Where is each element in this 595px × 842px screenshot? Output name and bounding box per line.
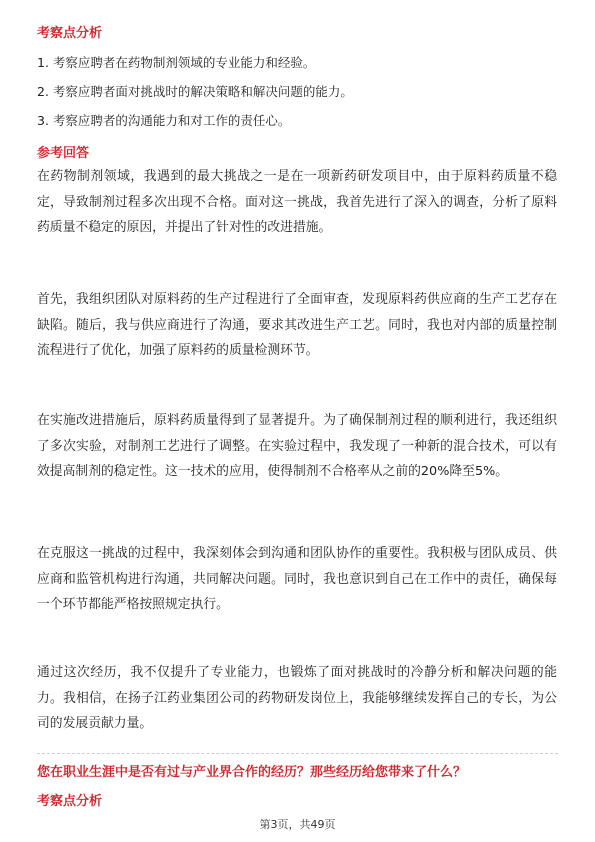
section-divider — [37, 753, 558, 754]
analysis-heading: 考察点分析 — [37, 26, 103, 41]
answer-paragraph-4: 在克服这一挑战的过程中，我深刻体会到沟通和团队协作的重要性。我积极与团队成员、供应商和监管机构进行沟通，共同解决问题。同时，我也意识到自己在工作中的责任，确保每一个环节都能严格按照规定执行。 — [37, 546, 557, 612]
next-question: 您在职业生涯中是否有过与产业界合作的经历？那些经历给您带来了什么？ — [37, 765, 467, 780]
next-analysis-heading: 考察点分析 — [37, 794, 103, 809]
analysis-item-1: 1. 考察应聘者在药物制剂领域的专业能力和经验。 — [37, 55, 316, 70]
answer-heading: 参考回答 — [37, 146, 90, 161]
answer-paragraph-3: 在实施改进措施后，原料药质量得到了显著提升。为了确保制剂过程的顺利进行，我还组织了多次实验，对制剂工艺进行了调整。在实验过程中，我发现了一种新的混合技术，可以有效提高制剂的稳定性。这一技术的应用，使得制剂不合格率从之前的20%降至5%。 — [37, 413, 557, 479]
answer-paragraph-5: 通过这次经历，我不仅提升了专业能力，也锻炼了面对挑战时的冷静分析和解决问题的能力。我相信，在扬子江药业集团公司的药物研发岗位上，我能够继续发挥自己的专长，为公司的发展贡献力量。 — [37, 665, 557, 731]
answer-paragraph-1: 在药物制剂领域，我遇到的最大挑战之一是在一项新药研发项目中，由于原料药质量不稳定，导致制剂过程多次出现不合格。面对这一挑战，我首先进行了深入的调查，分析了原料药质量不稳定的原因，并提出了针对性的改进措施。 — [37, 169, 557, 235]
page-footer: 第3页，共49页 — [259, 818, 336, 831]
answer-paragraph-2: 首先，我组织团队对原料药的生产过程进行了全面审查，发现原料药供应商的生产工艺存在缺陷。随后，我与供应商进行了沟通，要求其改进生产工艺。同时，我也对内部的质量控制流程进行了优化，加强了原料药的质量检测环节。 — [37, 292, 557, 358]
analysis-item-3: 3. 考察应聘者的沟通能力和对工作的责任心。 — [37, 113, 291, 128]
analysis-item-2: 2. 考察应聘者面对挑战时的解决策略和解决问题的能力。 — [37, 84, 353, 99]
